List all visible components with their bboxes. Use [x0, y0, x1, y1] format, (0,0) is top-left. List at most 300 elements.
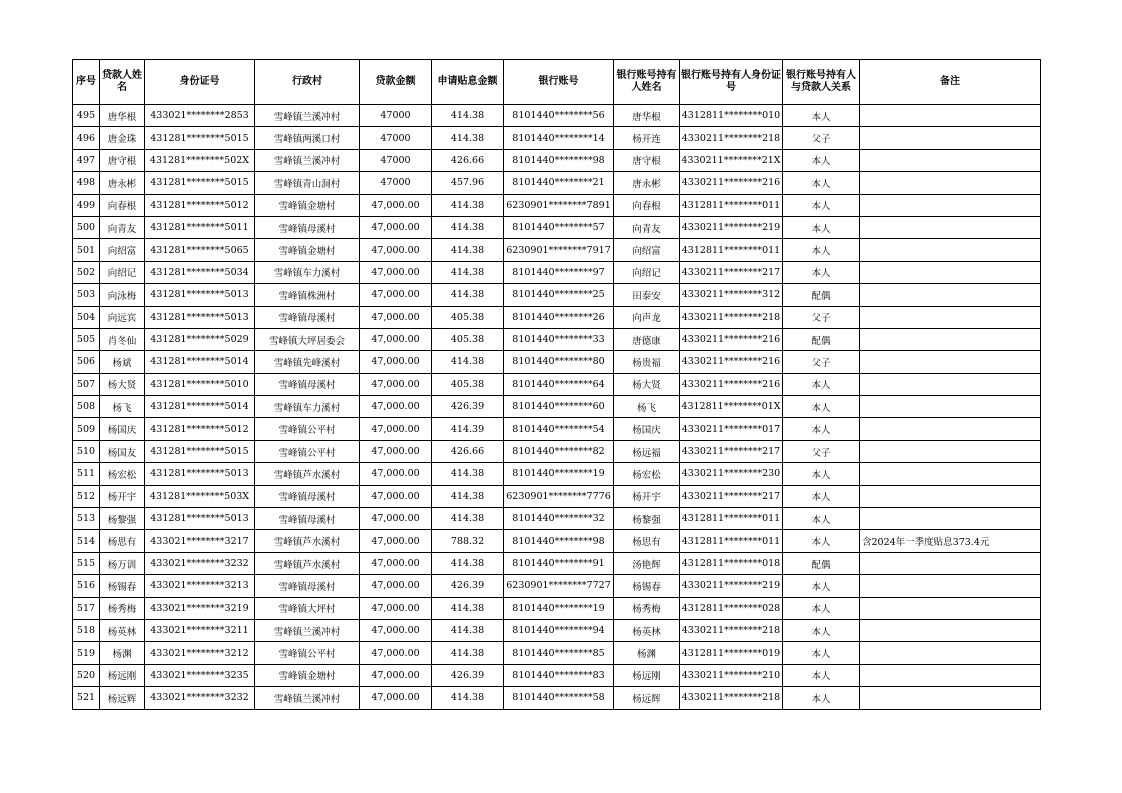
account-holder: 杨远福 — [614, 440, 680, 462]
remarks — [860, 597, 1041, 619]
subsidy-amount: 414.38 — [432, 216, 504, 238]
subsidy-amount: 414.38 — [432, 284, 504, 306]
row-index: 514 — [73, 530, 100, 552]
loan-amount: 47,000.00 — [360, 485, 432, 507]
borrower-name: 唐金珠 — [100, 127, 145, 149]
borrower-name: 杨宏松 — [100, 463, 145, 485]
row-index: 508 — [73, 396, 100, 418]
loan-amount: 47,000.00 — [360, 418, 432, 440]
bank-account: 8101440********97 — [504, 261, 614, 283]
table-row — [73, 216, 1041, 238]
relationship: 父子 — [783, 306, 860, 328]
remarks — [860, 463, 1041, 485]
id-number: 431281********5014 — [145, 351, 255, 373]
remarks — [860, 328, 1041, 350]
account-holder: 田泰安 — [614, 284, 680, 306]
relationship: 本人 — [783, 216, 860, 238]
subsidy-amount: 788.32 — [432, 530, 504, 552]
remarks — [860, 485, 1041, 507]
subsidy-amount: 414.38 — [432, 261, 504, 283]
subsidy-amount: 426.39 — [432, 664, 504, 686]
holder-id: 4330211********217 — [680, 485, 783, 507]
holder-id: 4330211********216 — [680, 373, 783, 395]
account-holder: 杨秀梅 — [614, 597, 680, 619]
relationship: 本人 — [783, 261, 860, 283]
remarks: 含2024年一季度贴息373.4元 — [860, 530, 1041, 552]
bank-account: 8101440********98 — [504, 149, 614, 171]
loan-amount: 47000 — [360, 105, 432, 127]
subsidy-amount: 414.38 — [432, 194, 504, 216]
village: 雪峰镇金塘村 — [255, 239, 360, 261]
remarks — [860, 440, 1041, 462]
subsidy-amount: 414.38 — [432, 239, 504, 261]
borrower-name: 向春根 — [100, 194, 145, 216]
row-index: 503 — [73, 284, 100, 306]
borrower-name: 唐华根 — [100, 105, 145, 127]
account-holder: 向青友 — [614, 216, 680, 238]
village: 雪峰镇母溪村 — [255, 216, 360, 238]
id-number: 431281********5010 — [145, 373, 255, 395]
row-index: 501 — [73, 239, 100, 261]
village: 雪峰镇两溪口村 — [255, 127, 360, 149]
remarks — [860, 664, 1041, 686]
subsidy-amount: 426.66 — [432, 149, 504, 171]
id-number: 433021********3217 — [145, 530, 255, 552]
relationship: 本人 — [783, 687, 860, 709]
remarks — [860, 239, 1041, 261]
bank-account: 8101440********80 — [504, 351, 614, 373]
account-holder: 唐华根 — [614, 105, 680, 127]
id-number: 431281********5014 — [145, 396, 255, 418]
account-holder: 向春根 — [614, 194, 680, 216]
village: 雪峰镇金塘村 — [255, 664, 360, 686]
borrower-name: 杨开宇 — [100, 485, 145, 507]
row-index: 500 — [73, 216, 100, 238]
bank-account: 8101440********19 — [504, 597, 614, 619]
id-number: 431281********5013 — [145, 306, 255, 328]
id-number: 431281********5015 — [145, 127, 255, 149]
remarks — [860, 284, 1041, 306]
bank-account: 8101440********58 — [504, 687, 614, 709]
table-row — [73, 328, 1041, 350]
id-number: 431281********5065 — [145, 239, 255, 261]
holder-id: 4330211********017 — [680, 418, 783, 440]
loan-amount: 47,000.00 — [360, 194, 432, 216]
bank-account: 6230901********7776 — [504, 485, 614, 507]
table-row — [73, 418, 1041, 440]
holder-id: 4330211********21X — [680, 149, 783, 171]
account-holder: 杨宏松 — [614, 463, 680, 485]
table-row — [73, 149, 1041, 171]
village: 雪峰镇兰溪冲村 — [255, 619, 360, 641]
account-holder: 向绍富 — [614, 239, 680, 261]
table-row — [73, 642, 1041, 664]
id-number: 433021********3232 — [145, 552, 255, 574]
account-holder: 杨远刚 — [614, 664, 680, 686]
account-holder: 唐守根 — [614, 149, 680, 171]
borrower-name: 杨国友 — [100, 440, 145, 462]
bank-account: 8101440********14 — [504, 127, 614, 149]
relationship: 本人 — [783, 418, 860, 440]
table-row — [73, 105, 1041, 127]
subsidy-amount: 426.66 — [432, 440, 504, 462]
row-index: 511 — [73, 463, 100, 485]
id-number: 433021********3212 — [145, 642, 255, 664]
bank-account: 8101440********26 — [504, 306, 614, 328]
borrower-name: 肖冬仙 — [100, 328, 145, 350]
relationship: 父子 — [783, 127, 860, 149]
remarks — [860, 149, 1041, 171]
loan-amount: 47,000.00 — [360, 306, 432, 328]
loan-amount: 47,000.00 — [360, 440, 432, 462]
id-number: 433021********3219 — [145, 597, 255, 619]
loan-amount: 47,000.00 — [360, 642, 432, 664]
loan-subsidy-table — [72, 59, 1041, 710]
bank-account: 6230901********7917 — [504, 239, 614, 261]
account-holder: 杨远辉 — [614, 687, 680, 709]
subsidy-amount: 405.38 — [432, 373, 504, 395]
id-number: 433021********3211 — [145, 619, 255, 641]
subsidy-amount: 414.38 — [432, 508, 504, 530]
village: 雪峰镇金塘村 — [255, 194, 360, 216]
table-row — [73, 664, 1041, 686]
holder-id: 4330211********218 — [680, 127, 783, 149]
id-number: 433021********3235 — [145, 664, 255, 686]
row-index: 516 — [73, 575, 100, 597]
village: 雪峰镇母溪村 — [255, 575, 360, 597]
holder-id: 4330211********216 — [680, 351, 783, 373]
remarks — [860, 194, 1041, 216]
village: 雪峰镇株洲村 — [255, 284, 360, 306]
subsidy-amount: 414.38 — [432, 351, 504, 373]
village: 雪峰镇公平村 — [255, 418, 360, 440]
holder-id: 4330211********312 — [680, 284, 783, 306]
row-index: 506 — [73, 351, 100, 373]
village: 雪峰镇车力溪村 — [255, 396, 360, 418]
borrower-name: 杨英林 — [100, 619, 145, 641]
relationship: 本人 — [783, 619, 860, 641]
bank-account: 8101440********33 — [504, 328, 614, 350]
bank-account: 8101440********91 — [504, 552, 614, 574]
row-index: 505 — [73, 328, 100, 350]
village: 雪峰镇青山洞村 — [255, 172, 360, 194]
loan-amount: 47,000.00 — [360, 396, 432, 418]
table-row — [73, 463, 1041, 485]
account-holder: 汤艳辉 — [614, 552, 680, 574]
loan-amount: 47,000.00 — [360, 216, 432, 238]
village: 雪峰镇芦水溪村 — [255, 530, 360, 552]
table-row — [73, 687, 1041, 709]
table-row — [73, 575, 1041, 597]
table-row — [73, 440, 1041, 462]
holder-id: 4330211********210 — [680, 664, 783, 686]
relationship: 本人 — [783, 172, 860, 194]
relationship: 父子 — [783, 440, 860, 462]
table-row — [73, 261, 1041, 283]
row-index: 497 — [73, 149, 100, 171]
row-index: 499 — [73, 194, 100, 216]
table-row — [73, 306, 1041, 328]
row-index: 512 — [73, 485, 100, 507]
subsidy-amount: 457.96 — [432, 172, 504, 194]
village: 雪峰镇公平村 — [255, 440, 360, 462]
borrower-name: 向绍富 — [100, 239, 145, 261]
loan-amount: 47,000.00 — [360, 687, 432, 709]
borrower-name: 杨锡春 — [100, 575, 145, 597]
id-number: 433021********2853 — [145, 105, 255, 127]
village: 雪峰镇母溪村 — [255, 508, 360, 530]
bank-account: 6230901********7727 — [504, 575, 614, 597]
borrower-name: 向青友 — [100, 216, 145, 238]
borrower-name: 杨黎强 — [100, 508, 145, 530]
row-index: 521 — [73, 687, 100, 709]
account-holder: 向绍记 — [614, 261, 680, 283]
holder-id: 4330211********217 — [680, 440, 783, 462]
village: 雪峰镇兰溪冲村 — [255, 105, 360, 127]
borrower-name: 杨飞 — [100, 396, 145, 418]
remarks — [860, 351, 1041, 373]
remarks — [860, 687, 1041, 709]
relationship: 本人 — [783, 642, 860, 664]
bank-account: 8101440********83 — [504, 664, 614, 686]
relationship: 配偶 — [783, 552, 860, 574]
subsidy-amount: 414.38 — [432, 105, 504, 127]
table-row — [73, 172, 1041, 194]
village: 雪峰镇兰溪冲村 — [255, 687, 360, 709]
remarks — [860, 418, 1041, 440]
remarks — [860, 642, 1041, 664]
holder-id: 4330211********218 — [680, 619, 783, 641]
relationship: 本人 — [783, 463, 860, 485]
id-number: 431281********5012 — [145, 194, 255, 216]
village: 雪峰镇车力溪村 — [255, 261, 360, 283]
remarks — [860, 552, 1041, 574]
loan-amount: 47000 — [360, 127, 432, 149]
remarks — [860, 216, 1041, 238]
borrower-name: 唐永彬 — [100, 172, 145, 194]
table-row — [73, 284, 1041, 306]
loan-amount: 47,000.00 — [360, 508, 432, 530]
loan-amount: 47,000.00 — [360, 284, 432, 306]
subsidy-amount: 414.38 — [432, 597, 504, 619]
id-number: 431281********5013 — [145, 508, 255, 530]
account-holder: 杨开连 — [614, 127, 680, 149]
bank-account: 8101440********57 — [504, 216, 614, 238]
loan-amount: 47000 — [360, 149, 432, 171]
loan-amount: 47,000.00 — [360, 530, 432, 552]
holder-id: 4330211********216 — [680, 172, 783, 194]
bank-account: 8101440********82 — [504, 440, 614, 462]
relationship: 父子 — [783, 351, 860, 373]
village: 雪峰镇大坪村 — [255, 597, 360, 619]
row-index: 517 — [73, 597, 100, 619]
account-holder: 杨贵福 — [614, 351, 680, 373]
table-row — [73, 239, 1041, 261]
village: 雪峰镇母溪村 — [255, 306, 360, 328]
loan-amount: 47,000.00 — [360, 351, 432, 373]
loan-amount: 47,000.00 — [360, 575, 432, 597]
borrower-name: 向绍记 — [100, 261, 145, 283]
subsidy-amount: 405.38 — [432, 328, 504, 350]
holder-id: 4312811********019 — [680, 642, 783, 664]
table-row — [73, 127, 1041, 149]
account-holder: 杨飞 — [614, 396, 680, 418]
village: 雪峰镇公平村 — [255, 642, 360, 664]
remarks — [860, 127, 1041, 149]
bank-account: 6230901********7891 — [504, 194, 614, 216]
holder-id: 4330211********219 — [680, 216, 783, 238]
header-borrower-name: 贷款人姓名 — [100, 60, 145, 105]
account-holder: 杨开宇 — [614, 485, 680, 507]
relationship: 本人 — [783, 373, 860, 395]
header-relationship: 银行账号持有人与贷款人关系 — [783, 60, 860, 105]
relationship: 本人 — [783, 105, 860, 127]
header-row — [73, 60, 1041, 105]
id-number: 433021********3232 — [145, 687, 255, 709]
relationship: 配偶 — [783, 328, 860, 350]
id-number: 431281********5011 — [145, 216, 255, 238]
loan-amount: 47,000.00 — [360, 328, 432, 350]
bank-account: 8101440********98 — [504, 530, 614, 552]
bank-account: 8101440********19 — [504, 463, 614, 485]
row-index: 504 — [73, 306, 100, 328]
remarks — [860, 172, 1041, 194]
row-index: 513 — [73, 508, 100, 530]
table-row — [73, 530, 1041, 552]
holder-id: 4330211********218 — [680, 306, 783, 328]
borrower-name: 杨秀梅 — [100, 597, 145, 619]
subsidy-amount: 414.39 — [432, 418, 504, 440]
row-index: 509 — [73, 418, 100, 440]
village: 雪峰镇芦水溪村 — [255, 552, 360, 574]
header-account-holder: 银行账号持有人姓名 — [614, 60, 680, 105]
id-number: 431281********5015 — [145, 440, 255, 462]
holder-id: 4312811********01X — [680, 396, 783, 418]
account-holder: 杨思有 — [614, 530, 680, 552]
table-row — [73, 373, 1041, 395]
subsidy-amount: 414.38 — [432, 463, 504, 485]
relationship: 本人 — [783, 575, 860, 597]
village: 雪峰镇芦水溪村 — [255, 463, 360, 485]
holder-id: 4312811********011 — [680, 194, 783, 216]
id-number: 431281********5034 — [145, 261, 255, 283]
table-row — [73, 194, 1041, 216]
account-holder: 向声龙 — [614, 306, 680, 328]
account-holder: 杨渊 — [614, 642, 680, 664]
remarks — [860, 396, 1041, 418]
subsidy-amount: 414.38 — [432, 552, 504, 574]
subsidy-amount: 405.38 — [432, 306, 504, 328]
bank-account: 8101440********56 — [504, 105, 614, 127]
row-index: 520 — [73, 664, 100, 686]
loan-amount: 47000 — [360, 172, 432, 194]
id-number: 431281********5029 — [145, 328, 255, 350]
relationship: 本人 — [783, 664, 860, 686]
header-subsidy-amount: 申请贴息金额 — [432, 60, 504, 105]
village: 雪峰镇母溪村 — [255, 373, 360, 395]
account-holder: 杨大贤 — [614, 373, 680, 395]
remarks — [860, 508, 1041, 530]
remarks — [860, 373, 1041, 395]
header-loan-amount: 贷款金额 — [360, 60, 432, 105]
row-index: 498 — [73, 172, 100, 194]
holder-id: 4330211********219 — [680, 575, 783, 597]
loan-amount: 47,000.00 — [360, 239, 432, 261]
borrower-name: 唐守根 — [100, 149, 145, 171]
subsidy-amount: 414.38 — [432, 485, 504, 507]
bank-account: 8101440********64 — [504, 373, 614, 395]
table-row — [73, 396, 1041, 418]
relationship: 本人 — [783, 149, 860, 171]
row-index: 496 — [73, 127, 100, 149]
holder-id: 4312811********011 — [680, 239, 783, 261]
loan-amount: 47,000.00 — [360, 463, 432, 485]
id-number: 431281********503X — [145, 485, 255, 507]
relationship: 本人 — [783, 597, 860, 619]
village: 雪峰镇兰溪冲村 — [255, 149, 360, 171]
header-remarks: 备注 — [860, 60, 1041, 105]
holder-id: 4330211********216 — [680, 328, 783, 350]
borrower-name: 向泳梅 — [100, 284, 145, 306]
relationship: 配偶 — [783, 284, 860, 306]
id-number: 431281********5013 — [145, 463, 255, 485]
holder-id: 4312811********011 — [680, 508, 783, 530]
loan-amount: 47,000.00 — [360, 261, 432, 283]
relationship: 本人 — [783, 485, 860, 507]
holder-id: 4330211********217 — [680, 261, 783, 283]
bank-account: 8101440********25 — [504, 284, 614, 306]
id-number: 431281********5012 — [145, 418, 255, 440]
remarks — [860, 261, 1041, 283]
subsidy-amount: 414.38 — [432, 687, 504, 709]
table-row — [73, 552, 1041, 574]
bank-account: 8101440********94 — [504, 619, 614, 641]
row-index: 518 — [73, 619, 100, 641]
table-row — [73, 508, 1041, 530]
header-id-number: 身份证号 — [145, 60, 255, 105]
borrower-name: 杨远辉 — [100, 687, 145, 709]
id-number: 431281********5013 — [145, 284, 255, 306]
holder-id: 4312811********010 — [680, 105, 783, 127]
header-index: 序号 — [73, 60, 100, 105]
holder-id: 4312811********028 — [680, 597, 783, 619]
id-number: 431281********5015 — [145, 172, 255, 194]
borrower-name: 杨渊 — [100, 642, 145, 664]
remarks — [860, 575, 1041, 597]
relationship: 本人 — [783, 530, 860, 552]
bank-account: 8101440********21 — [504, 172, 614, 194]
village: 雪峰镇母溪村 — [255, 485, 360, 507]
loan-amount: 47,000.00 — [360, 597, 432, 619]
village: 雪峰镇先峰溪村 — [255, 351, 360, 373]
account-holder: 杨锡春 — [614, 575, 680, 597]
account-holder: 唐德康 — [614, 328, 680, 350]
loan-amount: 47,000.00 — [360, 664, 432, 686]
table-row — [73, 351, 1041, 373]
id-number: 431281********502X — [145, 149, 255, 171]
loan-amount: 47,000.00 — [360, 552, 432, 574]
holder-id: 4312811********018 — [680, 552, 783, 574]
relationship: 本人 — [783, 239, 860, 261]
header-bank-account: 银行账号 — [504, 60, 614, 105]
account-holder: 杨英林 — [614, 619, 680, 641]
row-index: 502 — [73, 261, 100, 283]
subsidy-amount: 414.38 — [432, 127, 504, 149]
bank-account: 8101440********85 — [504, 642, 614, 664]
borrower-name: 杨国庆 — [100, 418, 145, 440]
header-holder-id: 银行账号持有人身份证号 — [680, 60, 783, 105]
row-index: 495 — [73, 105, 100, 127]
